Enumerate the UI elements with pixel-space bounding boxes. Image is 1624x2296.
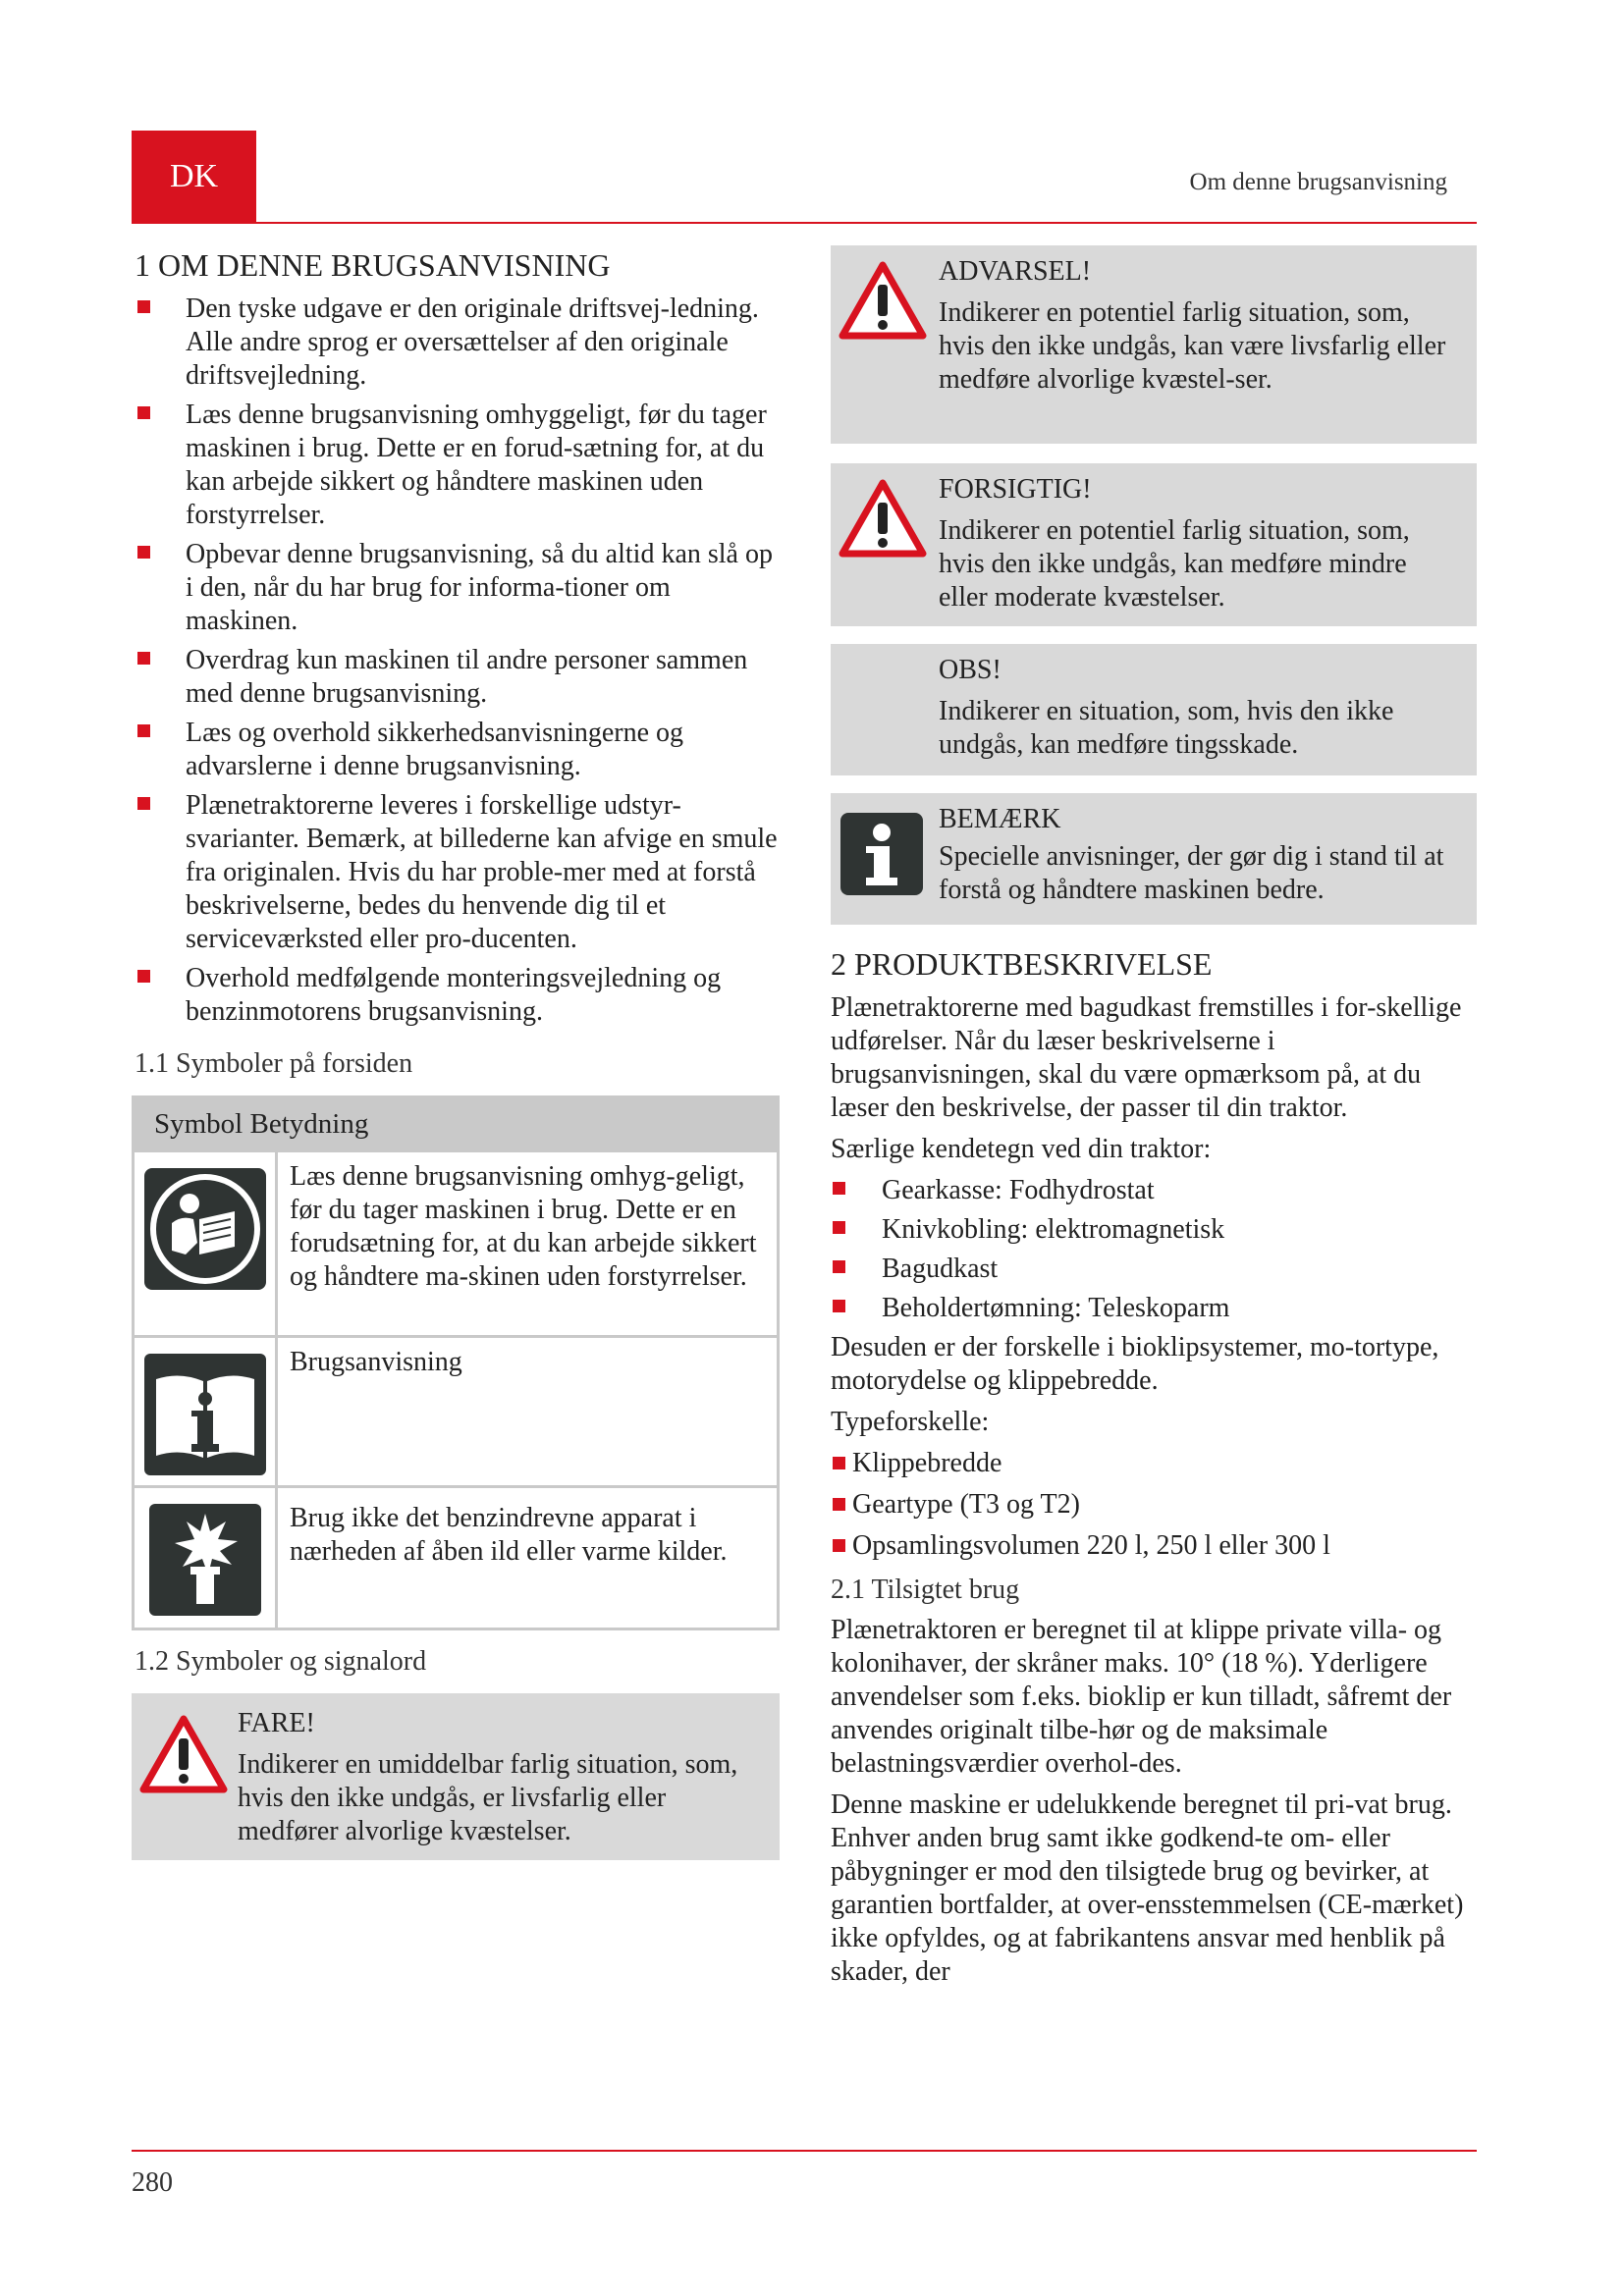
bullet-square-icon	[137, 546, 150, 559]
list-item: Gearkasse: Fodhydrostat	[831, 1174, 1477, 1207]
manual-info-book-icon	[135, 1338, 278, 1485]
symbol-meaning: Brug ikke det benzindrevne apparat i nærheden af åben ild eller varme kilder.	[290, 1503, 728, 1567]
bullet-square-icon	[833, 1498, 845, 1511]
intended-use-p2: Denne maskine er udelukkende beregnet til pri-vat brug. Enhver anden brug samt ikke godkend-te om- eller påbygninger er mod den tilsigtede brug og bevirker, at garantien bortfalder, at over-ensstemmelsen (CE-mærket) ikke opfyldes, og at fabrikantens ansvar med henblik på skader, der	[831, 1789, 1464, 1987]
signal-text: Indikerer en potentiel farlig situation, som, hvis den ikke undgås, kan være livsfarlig eller medføre alvorlige kvæstel-ser.	[939, 297, 1446, 395]
advarsel-box	[831, 245, 1477, 444]
bullet-square-icon	[833, 1539, 845, 1552]
header-rule	[132, 222, 1477, 224]
bullet-square-icon	[137, 652, 150, 665]
table-row	[135, 1485, 777, 1628]
section-1-2-title: 1.2 Symboler og signalord	[135, 1646, 427, 1677]
page-number: 280	[132, 2167, 173, 2198]
intended-use-p1: Plænetraktoren er beregnet til at klippe private villa- og kolonihaver, der skråner maks. 10° (18 %). Yderligere anvendelser som f.eks. bioklip er kun tilladt, såfremt der anvendes originalt tilbe-hør og de maksimale belastningsværdier overhol-des.	[831, 1615, 1452, 1779]
table-row	[135, 1335, 777, 1485]
bullet-square-icon	[137, 970, 150, 983]
no-open-flame-icon	[135, 1488, 278, 1628]
symbol-table	[132, 1095, 780, 1630]
footer-rule	[132, 2150, 1477, 2152]
types-list	[831, 1447, 1477, 1563]
fare-box	[132, 1693, 780, 1860]
bullet-square-icon	[833, 1182, 845, 1195]
warning-triangle-icon	[839, 261, 927, 345]
section-1-1-title: 1.1 Symboler på forsiden	[135, 1048, 413, 1079]
list-item: Klippebredde	[831, 1447, 1477, 1480]
signal-text: Indikerer en potentiel farlig situation, som, hvis den ikke undgås, kan medføre mindre eller moderate kvæstelser.	[939, 515, 1410, 613]
symbol-table-header: Symbol Betydning	[135, 1098, 777, 1149]
right-column	[831, 245, 1477, 1997]
list-item: Overhold medfølgende monteringsvejledning og benzinmotorens brugsanvisning.	[132, 962, 780, 1029]
section-1-bullets	[132, 293, 780, 1029]
section-1-title: 1 OM DENNE BRUGSANVISNING	[135, 247, 611, 283]
bullet-square-icon	[137, 300, 150, 313]
warning-triangle-icon	[139, 1715, 228, 1798]
bullet-square-icon	[833, 1457, 845, 1469]
bullet-square-icon	[833, 1221, 845, 1234]
list-item: Opbevar denne brugsanvisning, så du altid kan slå op i den, når du har brug for informa-tioner om maskinen.	[132, 538, 780, 638]
info-icon	[839, 811, 925, 902]
list-item: Knivkobling: elektromagnetisk	[831, 1213, 1477, 1247]
features-list	[831, 1174, 1477, 1325]
signal-text: Indikerer en umiddelbar farlig situation, som, hvis den ikke undgås, er livsfarlig eller medfører alvorlige kvæstelser.	[238, 1749, 738, 1846]
bullet-square-icon	[137, 797, 150, 810]
list-item: Geartype (T3 og T2)	[831, 1488, 1477, 1522]
signal-text: Specielle anvisninger, der gør dig i stand til at forstå og håndtere maskinen bedre.	[939, 841, 1444, 905]
list-item: Plænetraktorerne leveres i forskellige udstyr-svarianter. Bemærk, at billederne kan afvige en smule fra originalen. Hvis du har proble-mer med at forstå beskrivelserne, bedes du henvende dig til et serviceværksted eller pro-ducenten.	[132, 789, 780, 956]
symbol-meaning: Læs denne brugsanvisning omhyg-geligt, før du tager maskinen i brug. Dette er en forudsætning for, at du kan arbejde sikkert og håndtere ma-skinen uden forstyrrelser.	[290, 1161, 757, 1292]
list-item: Læs og overhold sikkerhedsanvisningerne og advarslerne i denne brugsanvisning.	[132, 717, 780, 783]
bullet-square-icon	[833, 1260, 845, 1273]
bullet-square-icon	[137, 406, 150, 419]
differences-text: Desuden er der forskelle i bioklipsystemer, mo-tortype, motorydelse og klippebredde.	[831, 1332, 1439, 1396]
symbol-meaning: Brugsanvisning	[290, 1347, 462, 1377]
list-item: Opsamlingsvolumen 220 l, 250 l eller 300 l	[831, 1529, 1477, 1563]
list-item: Overdrag kun maskinen til andre personer sammen med denne brugsanvisning.	[132, 644, 780, 711]
obs-box	[831, 644, 1477, 775]
signal-label: BEMÆRK	[939, 804, 1061, 834]
section-2-title: 2 PRODUKTBESKRIVELSE	[831, 946, 1213, 982]
signal-label: FARE!	[238, 1708, 315, 1738]
bemaerk-box	[831, 793, 1477, 925]
language-badge: DK	[132, 131, 256, 222]
features-label: Særlige kendetegn ved din traktor:	[831, 1134, 1212, 1164]
header-title: Om denne brugsanvisning	[1189, 169, 1447, 195]
section-2-1-title: 2.1 Tilsigtet brug	[831, 1575, 1020, 1605]
forsigtig-box	[831, 463, 1477, 626]
signal-text: Indikerer en situation, som, hvis den ikke undgås, kan medføre tingsskade.	[939, 696, 1394, 760]
read-manual-icon	[135, 1152, 278, 1335]
list-item: Den tyske udgave er den originale driftsvej-ledning. Alle andre sprog er oversættelser af den originale driftsvejledning.	[132, 293, 780, 393]
signal-label: ADVARSEL!	[939, 256, 1092, 287]
warning-triangle-icon	[839, 479, 927, 562]
list-item: Beholdertømning: Teleskoparm	[831, 1292, 1477, 1325]
section-2-intro: Plænetraktorerne med bagudkast fremstilles i for-skellige udførelser. Når du læser beskrivelserne i brugsanvisningen, skal du være opmærksom på, at du læser den beskrivelse, der passer til din traktor.	[831, 992, 1462, 1123]
signal-label: OBS!	[939, 655, 1001, 685]
table-row	[135, 1149, 777, 1335]
bullet-square-icon	[833, 1300, 845, 1312]
type-label: Typeforskelle:	[831, 1407, 990, 1437]
left-column	[132, 245, 780, 1880]
list-item: Læs denne brugsanvisning omhyggeligt, før du tager maskinen i brug. Dette er en forud-sætning for, at du kan arbejde sikkert og håndtere maskinen uden forstyrrelser.	[132, 399, 780, 532]
bullet-square-icon	[137, 724, 150, 737]
signal-label: FORSIGTIG!	[939, 474, 1092, 505]
list-item: Bagudkast	[831, 1253, 1477, 1286]
